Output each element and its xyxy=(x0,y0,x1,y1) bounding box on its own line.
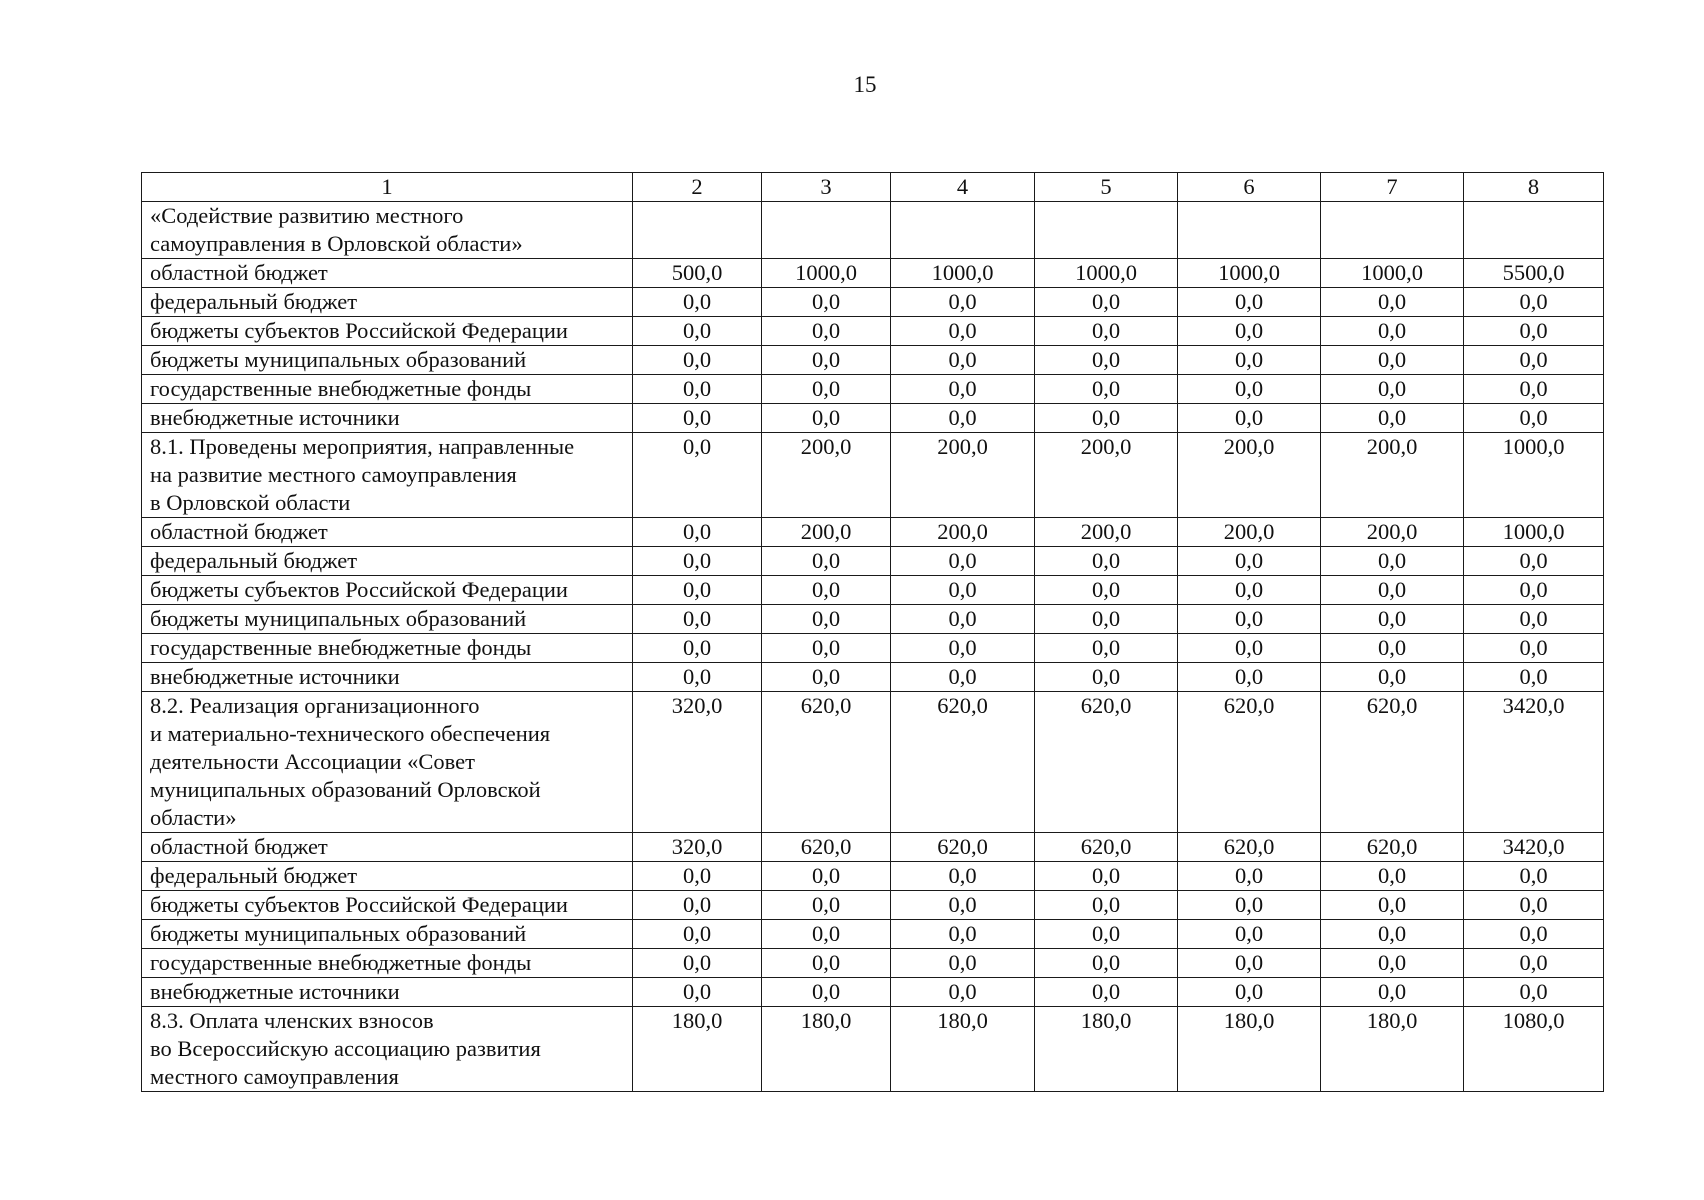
value-cell: 0,0 xyxy=(891,605,1035,634)
value-cell: 0,0 xyxy=(1321,891,1464,920)
value-cell: 1000,0 xyxy=(891,259,1035,288)
row-label-line: федеральный бюджет xyxy=(150,548,358,573)
table-row xyxy=(142,692,1604,833)
value-cell: 0,0 xyxy=(633,663,762,692)
row-label-line: 8.3. Оплата членских взносов xyxy=(150,1008,434,1033)
value-cell: 180,0 xyxy=(633,1007,762,1092)
value-cell xyxy=(891,202,1035,259)
value-cell: 0,0 xyxy=(1178,920,1321,949)
table-row xyxy=(142,259,1604,288)
value-cell: 0,0 xyxy=(1178,862,1321,891)
row-label-line: 8.1. Проведены мероприятия, направленные xyxy=(150,434,575,459)
value-cell: 0,0 xyxy=(1178,634,1321,663)
value-cell xyxy=(762,202,891,259)
value-cell: 180,0 xyxy=(1321,1007,1464,1092)
value-cell: 0,0 xyxy=(762,288,891,317)
row-label-line: бюджеты муниципальных образований xyxy=(150,606,527,631)
table-row xyxy=(142,891,1604,920)
row-label-line: областной бюджет xyxy=(150,834,328,859)
value-cell: 0,0 xyxy=(1464,862,1604,891)
row-label xyxy=(142,833,633,862)
value-cell: 200,0 xyxy=(1035,518,1178,547)
value-cell: 0,0 xyxy=(891,978,1035,1007)
row-label xyxy=(142,920,633,949)
row-label-line: на развитие местного самоуправления xyxy=(150,462,517,487)
row-label-line: бюджеты муниципальных образований xyxy=(150,347,527,372)
row-label xyxy=(142,663,633,692)
value-cell: 0,0 xyxy=(633,433,762,518)
value-cell: 0,0 xyxy=(1464,576,1604,605)
column-number-header: 6 xyxy=(1178,173,1321,202)
value-cell: 1000,0 xyxy=(762,259,891,288)
column-number-header: 7 xyxy=(1321,173,1464,202)
value-cell: 200,0 xyxy=(1321,518,1464,547)
row-label xyxy=(142,1007,633,1092)
table-row xyxy=(142,576,1604,605)
value-cell: 0,0 xyxy=(1321,949,1464,978)
value-cell: 0,0 xyxy=(633,518,762,547)
value-cell: 0,0 xyxy=(1321,576,1464,605)
value-cell: 0,0 xyxy=(1178,576,1321,605)
value-cell: 0,0 xyxy=(762,949,891,978)
value-cell: 0,0 xyxy=(633,346,762,375)
value-cell: 0,0 xyxy=(1178,663,1321,692)
row-label-line: и материально-технического обеспечения xyxy=(150,721,551,746)
row-label-line: в Орловской области xyxy=(150,490,351,515)
row-label xyxy=(142,518,633,547)
value-cell: 0,0 xyxy=(1321,978,1464,1007)
value-cell: 0,0 xyxy=(1035,920,1178,949)
value-cell: 1000,0 xyxy=(1464,433,1604,518)
value-cell: 620,0 xyxy=(891,692,1035,833)
row-label-line: государственные внебюджетные фонды xyxy=(150,376,532,401)
row-label-line: бюджеты субъектов Российской Федерации xyxy=(150,892,568,917)
value-cell: 620,0 xyxy=(891,833,1035,862)
table-row xyxy=(142,317,1604,346)
table-row xyxy=(142,518,1604,547)
value-cell: 200,0 xyxy=(762,518,891,547)
value-cell xyxy=(1035,202,1178,259)
row-label xyxy=(142,576,633,605)
table-row xyxy=(142,1007,1604,1092)
value-cell: 0,0 xyxy=(1464,375,1604,404)
value-cell: 0,0 xyxy=(1321,920,1464,949)
value-cell: 0,0 xyxy=(762,663,891,692)
value-cell: 0,0 xyxy=(1321,634,1464,663)
column-number-header: 3 xyxy=(762,173,891,202)
value-cell xyxy=(1178,202,1321,259)
value-cell xyxy=(1464,202,1604,259)
value-cell: 0,0 xyxy=(891,949,1035,978)
value-cell: 3420,0 xyxy=(1464,692,1604,833)
page-number: 15 xyxy=(853,72,877,97)
table-row xyxy=(142,346,1604,375)
value-cell: 0,0 xyxy=(1178,288,1321,317)
value-cell: 0,0 xyxy=(762,891,891,920)
value-cell: 500,0 xyxy=(633,259,762,288)
value-cell: 0,0 xyxy=(1035,634,1178,663)
value-cell: 0,0 xyxy=(1464,288,1604,317)
row-label-line: федеральный бюджет xyxy=(150,863,358,888)
value-cell: 0,0 xyxy=(891,634,1035,663)
value-cell: 0,0 xyxy=(762,375,891,404)
row-label xyxy=(142,259,633,288)
value-cell: 320,0 xyxy=(633,833,762,862)
value-cell: 0,0 xyxy=(1035,605,1178,634)
value-cell: 0,0 xyxy=(1321,862,1464,891)
row-label xyxy=(142,891,633,920)
value-cell: 0,0 xyxy=(633,920,762,949)
value-cell: 0,0 xyxy=(633,862,762,891)
value-cell: 0,0 xyxy=(633,547,762,576)
value-cell: 0,0 xyxy=(1035,862,1178,891)
value-cell: 0,0 xyxy=(1178,978,1321,1007)
row-label-line: бюджеты субъектов Российской Федерации xyxy=(150,577,568,602)
value-cell: 0,0 xyxy=(1321,288,1464,317)
value-cell: 0,0 xyxy=(1464,346,1604,375)
value-cell: 0,0 xyxy=(1035,663,1178,692)
row-label xyxy=(142,346,633,375)
value-cell: 620,0 xyxy=(1035,833,1178,862)
value-cell: 0,0 xyxy=(762,862,891,891)
value-cell: 0,0 xyxy=(1321,346,1464,375)
row-label xyxy=(142,288,633,317)
value-cell: 0,0 xyxy=(633,605,762,634)
value-cell: 320,0 xyxy=(633,692,762,833)
value-cell: 0,0 xyxy=(762,634,891,663)
value-cell: 1000,0 xyxy=(1464,518,1604,547)
row-label xyxy=(142,317,633,346)
table-row xyxy=(142,949,1604,978)
value-cell: 0,0 xyxy=(891,346,1035,375)
row-label-line: областной бюджет xyxy=(150,519,328,544)
table-row xyxy=(142,833,1604,862)
row-label-line: во Всероссийскую ассоциацию развития xyxy=(150,1036,541,1061)
value-cell: 0,0 xyxy=(1321,375,1464,404)
value-cell: 0,0 xyxy=(891,920,1035,949)
value-cell: 0,0 xyxy=(891,288,1035,317)
table-row xyxy=(142,634,1604,663)
value-cell: 200,0 xyxy=(1178,433,1321,518)
value-cell: 0,0 xyxy=(1464,605,1604,634)
row-label-line: областной бюджет xyxy=(150,260,328,285)
value-cell: 0,0 xyxy=(1464,949,1604,978)
value-cell: 0,0 xyxy=(1035,404,1178,433)
row-label-line: деятельности Ассоциации «Совет xyxy=(150,749,475,774)
value-cell: 0,0 xyxy=(633,891,762,920)
table-row xyxy=(142,433,1604,518)
value-cell: 0,0 xyxy=(1178,375,1321,404)
row-label-line: «Содействие развитию местного xyxy=(150,203,464,228)
value-cell: 0,0 xyxy=(1321,663,1464,692)
value-cell: 0,0 xyxy=(762,920,891,949)
value-cell: 0,0 xyxy=(891,547,1035,576)
row-label xyxy=(142,433,633,518)
value-cell: 0,0 xyxy=(762,605,891,634)
value-cell: 180,0 xyxy=(1178,1007,1321,1092)
value-cell xyxy=(633,202,762,259)
row-label xyxy=(142,692,633,833)
value-cell: 0,0 xyxy=(1464,634,1604,663)
value-cell: 620,0 xyxy=(762,833,891,862)
value-cell: 0,0 xyxy=(1178,891,1321,920)
value-cell: 0,0 xyxy=(1178,404,1321,433)
value-cell: 0,0 xyxy=(633,576,762,605)
row-label-line: самоуправления в Орловской области» xyxy=(150,231,523,256)
value-cell: 0,0 xyxy=(891,891,1035,920)
table-row xyxy=(142,978,1604,1007)
table-row xyxy=(142,663,1604,692)
budget-table xyxy=(141,172,1604,1092)
table-row xyxy=(142,547,1604,576)
row-label-line: бюджеты субъектов Российской Федерации xyxy=(150,318,568,343)
value-cell: 620,0 xyxy=(1178,692,1321,833)
value-cell: 0,0 xyxy=(1464,663,1604,692)
value-cell: 0,0 xyxy=(633,375,762,404)
row-label xyxy=(142,202,633,259)
row-label-line: государственные внебюджетные фонды xyxy=(150,950,532,975)
value-cell: 0,0 xyxy=(762,576,891,605)
value-cell: 0,0 xyxy=(891,404,1035,433)
value-cell: 0,0 xyxy=(1321,404,1464,433)
value-cell: 0,0 xyxy=(1178,346,1321,375)
value-cell: 0,0 xyxy=(1464,978,1604,1007)
value-cell: 0,0 xyxy=(1464,547,1604,576)
column-number-header: 4 xyxy=(891,173,1035,202)
value-cell: 0,0 xyxy=(762,978,891,1007)
row-label-line: местного самоуправления xyxy=(150,1064,399,1089)
row-label-line: государственные внебюджетные фонды xyxy=(150,635,532,660)
value-cell: 0,0 xyxy=(1035,978,1178,1007)
value-cell: 200,0 xyxy=(762,433,891,518)
value-cell: 0,0 xyxy=(1464,920,1604,949)
value-cell: 0,0 xyxy=(1035,576,1178,605)
table-row xyxy=(142,862,1604,891)
row-label-line: муниципальных образований Орловской xyxy=(150,777,541,802)
value-cell: 0,0 xyxy=(633,978,762,1007)
row-label-line: 8.2. Реализация организационного xyxy=(150,693,480,718)
value-cell: 620,0 xyxy=(762,692,891,833)
column-number-header: 1 xyxy=(142,173,633,202)
value-cell: 0,0 xyxy=(1321,605,1464,634)
value-cell: 0,0 xyxy=(633,949,762,978)
value-cell: 620,0 xyxy=(1035,692,1178,833)
row-label-line: внебюджетные источники xyxy=(150,664,400,689)
value-cell: 0,0 xyxy=(1178,317,1321,346)
row-label xyxy=(142,404,633,433)
value-cell: 0,0 xyxy=(762,317,891,346)
value-cell: 0,0 xyxy=(1035,317,1178,346)
value-cell: 1000,0 xyxy=(1178,259,1321,288)
value-cell: 180,0 xyxy=(1035,1007,1178,1092)
value-cell: 1000,0 xyxy=(1321,259,1464,288)
column-number-header: 2 xyxy=(633,173,762,202)
value-cell: 0,0 xyxy=(1464,891,1604,920)
row-label-line: внебюджетные источники xyxy=(150,979,400,1004)
value-cell: 200,0 xyxy=(891,518,1035,547)
value-cell: 0,0 xyxy=(1464,404,1604,433)
row-label xyxy=(142,862,633,891)
value-cell: 0,0 xyxy=(633,634,762,663)
table-row xyxy=(142,375,1604,404)
row-label xyxy=(142,375,633,404)
value-cell: 180,0 xyxy=(891,1007,1035,1092)
value-cell: 620,0 xyxy=(1178,833,1321,862)
column-number-header: 5 xyxy=(1035,173,1178,202)
value-cell: 0,0 xyxy=(891,663,1035,692)
value-cell: 0,0 xyxy=(891,862,1035,891)
table-header-row xyxy=(142,173,1604,202)
row-label xyxy=(142,605,633,634)
value-cell: 0,0 xyxy=(633,404,762,433)
row-label xyxy=(142,949,633,978)
value-cell: 0,0 xyxy=(762,346,891,375)
value-cell: 0,0 xyxy=(762,404,891,433)
table-row xyxy=(142,202,1604,259)
table-row xyxy=(142,605,1604,634)
value-cell: 5500,0 xyxy=(1464,259,1604,288)
column-number-header: 8 xyxy=(1464,173,1604,202)
value-cell: 0,0 xyxy=(633,317,762,346)
row-label xyxy=(142,634,633,663)
value-cell: 0,0 xyxy=(891,375,1035,404)
row-label-line: области» xyxy=(150,805,237,830)
value-cell: 0,0 xyxy=(891,317,1035,346)
value-cell: 0,0 xyxy=(1178,605,1321,634)
value-cell: 0,0 xyxy=(1035,288,1178,317)
value-cell: 620,0 xyxy=(1321,833,1464,862)
value-cell xyxy=(1321,202,1464,259)
value-cell: 0,0 xyxy=(762,547,891,576)
value-cell: 200,0 xyxy=(1321,433,1464,518)
value-cell: 1000,0 xyxy=(1035,259,1178,288)
value-cell: 0,0 xyxy=(1035,547,1178,576)
value-cell: 0,0 xyxy=(1321,317,1464,346)
value-cell: 0,0 xyxy=(1035,891,1178,920)
value-cell: 0,0 xyxy=(1035,375,1178,404)
value-cell: 200,0 xyxy=(1178,518,1321,547)
value-cell: 0,0 xyxy=(633,288,762,317)
table-row xyxy=(142,288,1604,317)
row-label-line: бюджеты муниципальных образований xyxy=(150,921,527,946)
row-label xyxy=(142,547,633,576)
value-cell: 3420,0 xyxy=(1464,833,1604,862)
table-row xyxy=(142,920,1604,949)
value-cell: 0,0 xyxy=(1178,949,1321,978)
value-cell: 1080,0 xyxy=(1464,1007,1604,1092)
row-label-line: внебюджетные источники xyxy=(150,405,400,430)
row-label xyxy=(142,978,633,1007)
value-cell: 0,0 xyxy=(891,576,1035,605)
row-label-line: федеральный бюджет xyxy=(150,289,358,314)
table-row xyxy=(142,404,1604,433)
value-cell: 180,0 xyxy=(762,1007,891,1092)
value-cell: 200,0 xyxy=(1035,433,1178,518)
value-cell: 620,0 xyxy=(1321,692,1464,833)
value-cell: 0,0 xyxy=(1178,547,1321,576)
value-cell: 0,0 xyxy=(1035,346,1178,375)
value-cell: 0,0 xyxy=(1321,547,1464,576)
value-cell: 200,0 xyxy=(891,433,1035,518)
value-cell: 0,0 xyxy=(1035,949,1178,978)
value-cell: 0,0 xyxy=(1464,317,1604,346)
